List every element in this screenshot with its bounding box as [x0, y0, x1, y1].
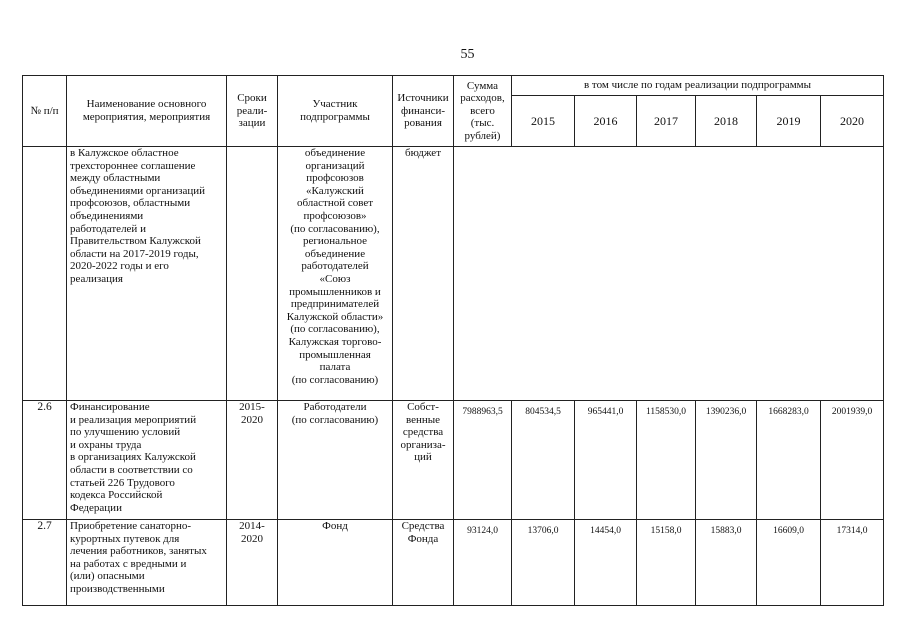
row-number — [23, 147, 67, 401]
row-value: 2001939,0 — [821, 401, 884, 520]
row-term: 2014- 2020 — [227, 520, 278, 606]
row-value: 17314,0 — [821, 520, 884, 606]
header-total: Сумма расходов, всего (тыс. рублей) — [454, 76, 512, 147]
table-row — [23, 401, 884, 520]
row-value: 1390236,0 — [696, 401, 757, 520]
row-term — [227, 147, 278, 401]
header-source: Источники финанси- рования — [393, 76, 454, 147]
row-name: в Калужское областное трехстороннее соглашение между областными объединениями организаций профсоюзов, областными объединениями работодателей и Правительством Калужской области на 2017-2019 годы, 2020-2022 годы и его реализация — [67, 147, 227, 401]
subprogram-table — [22, 75, 884, 606]
row-number: 2.7 — [23, 520, 67, 606]
row-name: Приобретение санаторно- курортных путевок для лечения работников, занятых на работах с вредными и (или) опасными производственными — [67, 520, 227, 606]
header-name: Наименование основного мероприятия, мероприятия — [67, 76, 227, 147]
header-year: 2016 — [575, 96, 637, 147]
row-total: 7988963,5 — [454, 401, 512, 520]
row-value: 13706,0 — [512, 520, 575, 606]
row-value: 14454,0 — [575, 520, 637, 606]
header-years-group: в том числе по годам реализации подпрограммы — [512, 76, 884, 96]
row-value: 1668283,0 — [757, 401, 821, 520]
row-source: Собст- венные средства организа- ций — [393, 401, 454, 520]
row-value: 16609,0 — [757, 520, 821, 606]
row-source: Средства Фонда — [393, 520, 454, 606]
row-empty-values — [454, 147, 884, 401]
header-participant: Участник подпрограммы — [278, 76, 393, 147]
header-year: 2017 — [637, 96, 696, 147]
row-total: 93124,0 — [454, 520, 512, 606]
header-term: Сроки реали- зации — [227, 76, 278, 147]
row-participant: Фонд — [278, 520, 393, 606]
row-number: 2.6 — [23, 401, 67, 520]
row-value: 804534,5 — [512, 401, 575, 520]
row-value: 1158530,0 — [637, 401, 696, 520]
header-year: 2018 — [696, 96, 757, 147]
row-value: 15158,0 — [637, 520, 696, 606]
row-value: 965441,0 — [575, 401, 637, 520]
header-year: 2020 — [821, 96, 884, 147]
row-participant: Работодатели (по согласованию) — [278, 401, 393, 520]
page-number: 55 — [460, 47, 475, 62]
header-year: 2015 — [512, 96, 575, 147]
row-value: 15883,0 — [696, 520, 757, 606]
row-name: Финансирование и реализация мероприятий по улучшению условий и охраны труда в организациях Калужской области в соответствии со статьей 226 Трудового кодекса Российской Федерации — [67, 401, 227, 520]
table-row — [23, 147, 884, 401]
row-source: бюджет — [393, 147, 454, 401]
header-year: 2019 — [757, 96, 821, 147]
row-participant: объединение организаций профсоюзов «Калужский областной совет профсоюзов» (по согласованию), региональное объединение работодателей «Союз промышленников и предпринимателей Калужской области» (по согласованию), Калужская торгово- промышленная палата (по согласованию) — [278, 147, 393, 401]
table-row — [23, 520, 884, 606]
header-row — [23, 76, 884, 96]
header-number: № п/п — [23, 76, 67, 147]
row-term: 2015- 2020 — [227, 401, 278, 520]
